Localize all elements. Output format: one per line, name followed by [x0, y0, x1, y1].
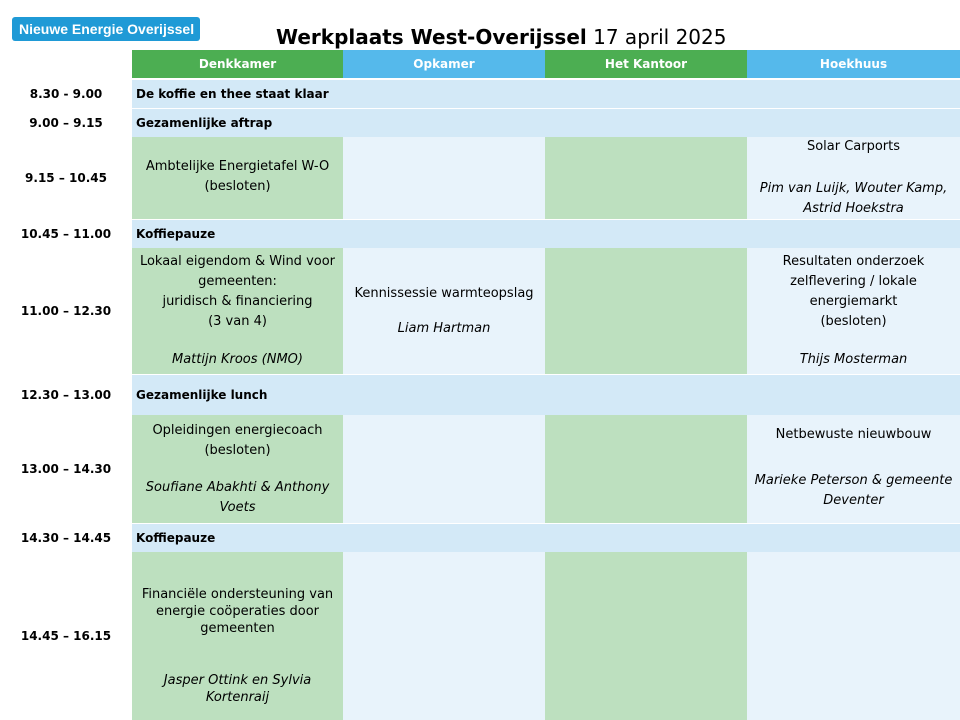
session-speaker: Mattijn Kroos (NMO) — [172, 352, 303, 367]
table-row — [0, 220, 960, 248]
time-slot: 9.00 – 9.15 — [29, 116, 103, 130]
session-title: Kennissessie warmteopslag — [354, 286, 534, 301]
time-slot: 8.30 - 9.00 — [29, 87, 103, 101]
speaker-line: Jasper Ottink en Sylvia — [163, 673, 312, 688]
session-title-line: juridisch & financiering — [162, 294, 313, 309]
table-row — [0, 109, 960, 137]
plenary-band: Gezamenlijke lunch — [132, 375, 960, 415]
session-title-line: (besloten) — [820, 314, 887, 329]
table-row — [0, 524, 960, 552]
session-cell-het-kantoor — [545, 415, 747, 523]
room-header-het-kantoor: Het Kantoor — [545, 50, 747, 78]
session-cell-het-kantoor — [545, 248, 747, 374]
time-slot: 10.45 – 11.00 — [20, 227, 112, 241]
plenary-band: De koffie en thee staat klaar — [132, 80, 960, 108]
session-speakers — [747, 471, 960, 511]
table-row — [0, 552, 960, 720]
session-title-line: (besloten) — [204, 179, 271, 194]
table-row — [0, 137, 960, 219]
session-title — [132, 157, 343, 197]
room-header-hoekhuus: Hoekhuus — [747, 50, 960, 78]
session-cell-hoekhuus — [747, 552, 960, 720]
session-cell-opkamer — [343, 248, 545, 374]
speaker-line: Kortenraij — [205, 690, 270, 705]
session-speakers — [132, 478, 343, 518]
time-slot: 14.30 – 14.45 — [20, 531, 112, 545]
session-speakers — [132, 672, 343, 706]
session-title-line: gemeenten — [200, 621, 275, 636]
session-cell-denkkamer — [132, 552, 343, 720]
page-title — [276, 24, 726, 50]
session-cell-opkamer — [343, 137, 545, 219]
time-slot: 13.00 – 14.30 — [20, 462, 112, 476]
session-title — [132, 252, 343, 332]
plenary-band: Gezamenlijke aftrap — [132, 109, 960, 137]
speaker-line: Marieke Peterson & gemeente — [754, 473, 953, 488]
session-title-line: Financiële ondersteuning van — [141, 587, 334, 602]
session-speakers — [747, 179, 960, 219]
session-title — [132, 586, 343, 637]
session-cell-het-kantoor — [545, 137, 747, 219]
table-row — [0, 375, 960, 415]
session-title-line: (besloten) — [204, 443, 271, 458]
session-cell-denkkamer — [132, 248, 343, 374]
time-slot: 11.00 – 12.30 — [20, 304, 112, 318]
session-title-line: Resultaten onderzoek — [782, 254, 925, 269]
session-cell-opkamer — [343, 415, 545, 523]
session-title: Solar Carports — [806, 139, 901, 154]
speaker-line: Deventer — [823, 493, 884, 508]
room-header-opkamer: Opkamer — [343, 50, 545, 78]
plenary-band: Koffiepauze — [132, 524, 960, 552]
session-title-line: Lokaal eigendom & Wind voor — [139, 254, 336, 269]
session-speaker: Liam Hartman — [397, 321, 491, 336]
session-title-line: gemeenten: — [198, 274, 277, 289]
session-cell-het-kantoor — [545, 552, 747, 720]
session-title — [132, 421, 343, 461]
session-title-line: Opleidingen energiecoach — [152, 423, 323, 438]
session-cell-opkamer — [343, 552, 545, 720]
speaker-line: Voets — [219, 500, 256, 515]
session-speaker: Thijs Mosterman — [799, 352, 908, 367]
session-title — [747, 252, 960, 332]
speaker-line: Astrid Hoekstra — [803, 201, 904, 216]
time-slot: 14.45 – 16.15 — [20, 629, 112, 643]
session-title-line: energiemarkt — [809, 294, 898, 309]
table-row — [0, 80, 960, 108]
table-row — [0, 248, 960, 374]
title-main: Werkplaats West-Overijssel — [276, 25, 587, 49]
session-cell-denkkamer — [132, 415, 343, 523]
table-row — [0, 415, 960, 523]
plenary-band: Koffiepauze — [132, 220, 960, 248]
session-title-line: Ambtelijke Energietafel W-O — [145, 159, 330, 174]
session-title-line: (3 van 4) — [208, 314, 267, 329]
session-title: Netbewuste nieuwbouw — [775, 427, 932, 442]
room-header-denkkamer: Denkkamer — [132, 50, 343, 78]
session-title-line: energie coöperaties door — [155, 604, 320, 619]
session-cell-denkkamer — [132, 137, 343, 219]
session-cell-hoekhuus — [747, 137, 960, 219]
brand-logo: Nieuwe Energie Overijssel — [12, 17, 200, 41]
speaker-line: Pim van Luijk, Wouter Kamp, — [759, 181, 948, 196]
header-row — [0, 50, 960, 78]
session-cell-hoekhuus — [747, 415, 960, 523]
time-slot: 12.30 – 13.00 — [20, 388, 112, 402]
session-cell-hoekhuus — [747, 248, 960, 374]
time-slot: 9.15 – 10.45 — [25, 171, 107, 185]
speaker-line: Soufiane Abakhti & Anthony — [145, 480, 330, 495]
title-date: 17 april 2025 — [593, 25, 727, 49]
session-title-line: zelflevering / lokale — [790, 274, 917, 289]
